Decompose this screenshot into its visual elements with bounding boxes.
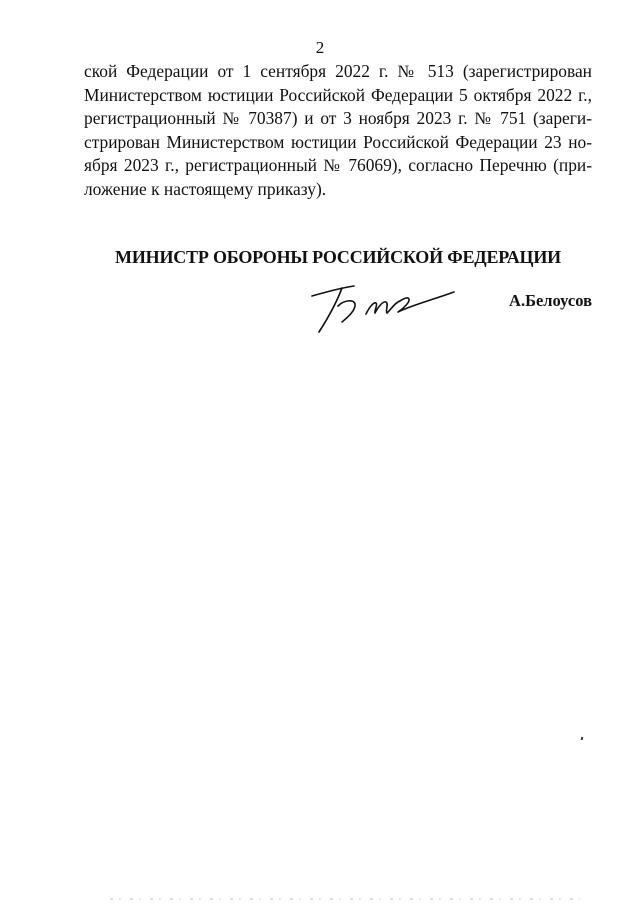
scan-edge-noise: [110, 898, 580, 900]
body-line: регистрационный № 70387) и от 3 ноября 2023 г. № 751 (зареги-: [84, 108, 592, 128]
body-line: ложение к настоящему приказу).: [84, 178, 327, 199]
body-line: ября 2023 г., регистрационный № 76069), согласно Перечню (при-: [84, 155, 592, 175]
page-number: 2: [315, 38, 325, 57]
signatory-name: А.Белоусов: [509, 291, 592, 310]
scan-speck: [581, 737, 584, 741]
body-paragraph: [84, 60, 592, 201]
body-line: ской Федерации от 1 сентября 2022 г. № 513 (зарегистрирован: [84, 61, 592, 81]
body-line: Министерством юстиции Российской Федерации 5 октября 2022 г.,: [84, 84, 592, 105]
body-line: стрирован Министерством юстиции Российской Федерации 23 но-: [84, 131, 592, 152]
signature-icon: [308, 270, 458, 340]
signatory-title: МИНИСТР ОБОРОНЫ РОССИЙСКОЙ ФЕДЕРАЦИИ: [115, 247, 561, 267]
